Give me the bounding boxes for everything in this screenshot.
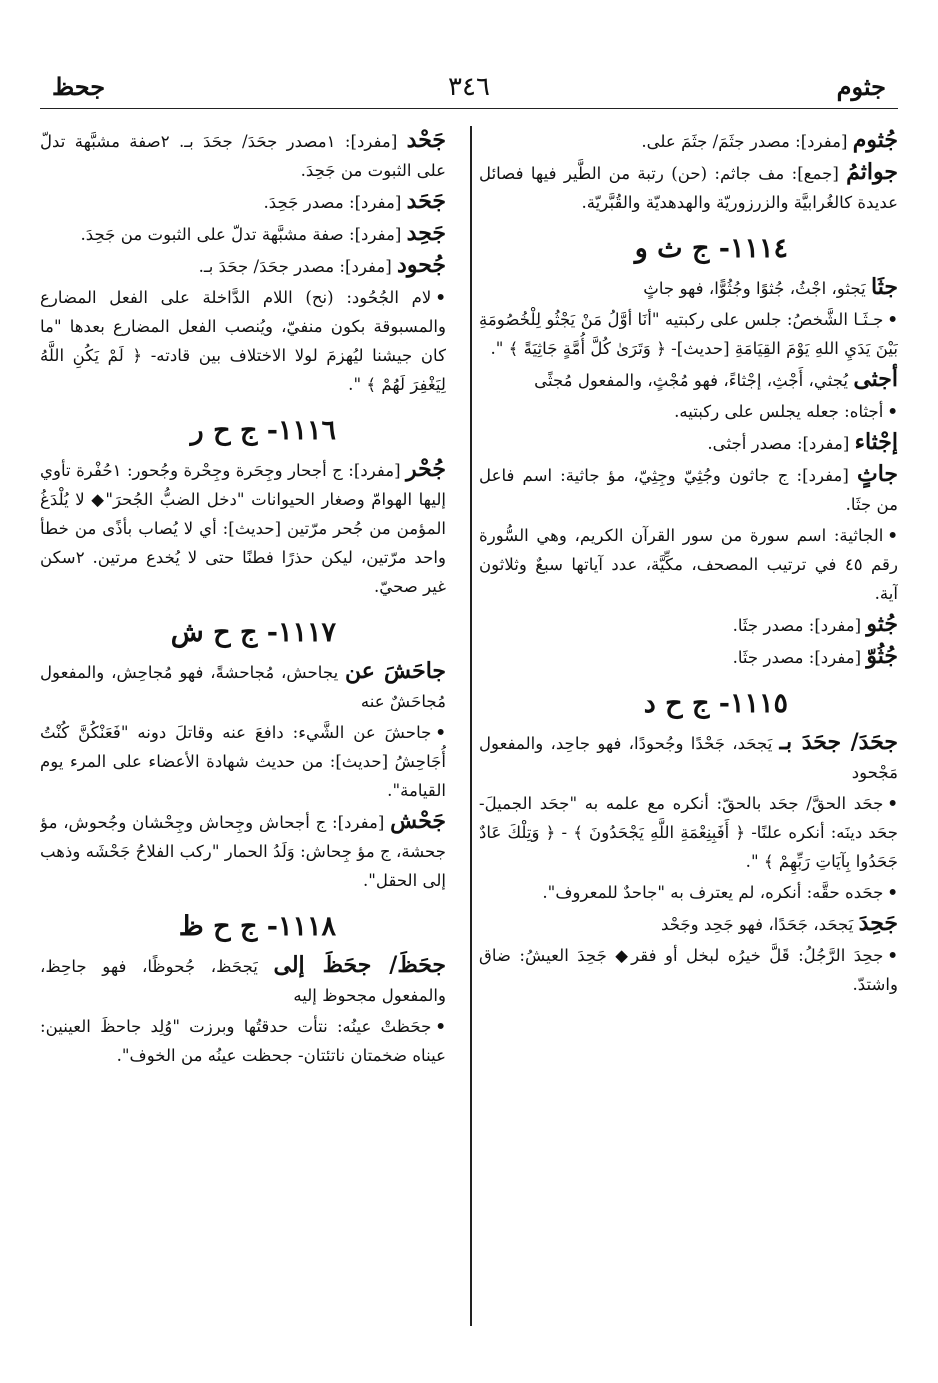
bullet-icon: •	[435, 1016, 446, 1036]
bullet-icon: •	[887, 945, 898, 965]
entry-definition: [مفرد]: مصدر أجثى.	[707, 434, 855, 453]
sense-text: جحِدَ الرَّجُلُ: قَلَّ خيرُه لبخل أو فقر◆ جَحِدَ العيشُ: ضاق واشتدّ.	[479, 946, 898, 994]
dictionary-entry	[40, 657, 446, 716]
dictionary-entry	[479, 909, 898, 939]
sense-text: جاحشَ عن الشَّيء: دافعَ عنه وقاتلَ دونه "فَعَنْكُنَّ كُنْتُ أُجَاحِشُ [حديث]: من حديث شهادة الأعضاء على المرء يوم القيامة".	[40, 723, 446, 800]
sense-bullet	[479, 305, 898, 363]
dictionary-entry	[40, 219, 446, 249]
entry-definition: يَجحَد، جَحَدًا، فهو جَحِد وجَحْد	[660, 915, 859, 934]
dictionary-entry	[479, 273, 898, 303]
entry-definition: يُجثي، أَجْثِ، إجْثاءً، فهو مُجْثٍ، والمفعول مُجثًى	[534, 371, 854, 390]
sense-bullet	[479, 878, 898, 907]
page-number: ٣٤٦	[448, 72, 490, 102]
dictionary-entry	[479, 642, 898, 672]
headword: جَحِد	[406, 220, 446, 246]
page-header	[40, 68, 898, 109]
entry-definition: [مفرد]: ج أجحار وجِحَرة وجِحْرة وجُحور: ١حُفْرة تأوي إليها الهوامّ وصغار الحيوانات "دخل الضبُّ الجُحرَ"◆ لا يُلْدَغُ المؤمن من جُحر مرّتين [حديث]: أي لا يُصاب بأذًى من خطأ واحد مرّتين، ليكن حذرًا فطنًا حتى لا يُخدع مرتين. ٢سكن غير صحيّ.	[40, 461, 446, 596]
bullet-icon: •	[887, 793, 898, 813]
dictionary-entry	[479, 158, 898, 217]
sense-text: لام الجُحُود: (نح) اللام الدَّاخلة على الفعل المضارع والمسبوقة بكون منفيّ، ويُنصب الفعل المضارع بعدها "ما كان جيشنا ليُهزمَ لولا الاختلاف بين قادته- ﴿ لَمْ يَكُنِ اللَّهُ لِيَغْفِرَ لَهُمْ ﴾ ".	[40, 288, 446, 394]
headword: جواثمُ	[846, 159, 898, 185]
dictionary-entry	[479, 610, 898, 640]
entry-definition: [مفرد]: مصدر جثَا.	[732, 616, 867, 635]
sense-text: جحَده حقَّه: أنكره، لم يعترف به "جاحدٌ للمعروف".	[542, 883, 884, 902]
root-heading: ١١١٤- ج ث و	[634, 233, 788, 264]
sense-bullet	[479, 521, 898, 608]
sense-text: جحَد الحقَّ/ جحَد بالحقّ: أنكره مع علمه به "جحَد الجميلَ- جحَد دينَه: أنكره علنًا- ﴿ أَفَبِنِعْمَةِ اللَّهِ يَجْحَدُونَ ﴾ - ﴿ وَتِلْكَ عَادٌ جَحَدُوا بِآيَاتِ رَبِّهِمْ ﴾ ".	[479, 794, 898, 871]
running-head-left: جحظ	[52, 72, 106, 101]
sense-bullet	[40, 718, 446, 805]
dictionary-entry	[40, 807, 446, 895]
dictionary-entry	[40, 455, 446, 601]
sense-bullet	[479, 789, 898, 876]
entry-definition: [مفرد]: مصدر جحَدَ/ جحَدَ بـ.	[198, 257, 398, 276]
entry-definition: يَجحَظ، جُحوظًا، فهو جاحِظ، والمفعول مجحوظ إليه	[40, 957, 446, 1005]
sense-bullet	[40, 1012, 446, 1070]
headword: جَحَد	[406, 188, 446, 214]
headword: جُثُوّ	[866, 643, 898, 669]
entry-definition: [جمع]: مف جاثم: (حن) رتبة من الطَّير فيها فصائل عديدة كالغُرابيَّة والزرزوريّة والهدهديّة والقُبَّريّة.	[479, 164, 898, 212]
sense-text: الجاثية: اسم سورة من سور القرآن الكريم، وهي السُّورة رقم ٤٥ في ترتيب المصحف، مكِّيَّة، عدد آياتها سبعٌ وثلاثون آية.	[479, 526, 898, 603]
entry-definition: [مفرد]: مصدر جَحِدَ.	[263, 193, 407, 212]
headword: جحَظَ/ جحَظَ إلى	[273, 952, 446, 978]
sense-text: أجثاه: جعله يجلس على ركبتيه.	[674, 402, 884, 421]
left-column	[40, 126, 452, 1326]
dictionary-entry	[479, 365, 898, 395]
entry-definition: [مفرد]: مصدر جثَا.	[732, 648, 867, 667]
headword: جُثو	[866, 611, 898, 637]
sense-bullet	[479, 941, 898, 999]
headword: جحَدَ/ جحَدَ بـ	[779, 729, 898, 755]
bullet-icon: •	[887, 525, 898, 545]
dictionary-entry	[40, 251, 446, 281]
headword: جُحْر	[406, 456, 446, 482]
sense-text: جحَظتْ عينُه: نتأت حدقتُها وبرزت "وُلِد جاحظَ العينين: عيناه ضخمتان ناتئتان- جحظت عينُه من الخوف".	[40, 1017, 446, 1065]
root-heading: ١١١٧- ج ح ش	[170, 617, 336, 648]
entry-definition: [مفرد]: ج جاثون وجُثِيّ وجِثِيّ، مؤ جاثية: اسم فاعل من جثَا.	[479, 466, 898, 514]
sense-bullet	[40, 283, 446, 399]
dictionary-entry	[40, 187, 446, 217]
headword: جاحَشَ عن	[345, 658, 447, 684]
entry-definition: يَجثو، اجْثُ، جُثوًا وجُثُوًّا، فهو جاثٍ	[643, 279, 872, 298]
bullet-icon: •	[887, 882, 898, 902]
root-heading: ١١١٥- ج ح د	[643, 688, 788, 719]
entry-definition: يَجحَد، جَحْدًا وجُحودًا، فهو جاحِد، والمفعول مَجْحود	[479, 734, 898, 782]
right-column	[473, 126, 898, 1326]
dictionary-entry	[479, 126, 898, 156]
entry-definition: يجاحش، مُجاحشةً، فهو مُجاحِش، والمفعول مُجاحَشٌ عنه	[40, 663, 446, 711]
dictionary-entry	[479, 428, 898, 458]
bullet-icon: •	[887, 401, 898, 421]
dictionary-entry	[40, 951, 446, 1010]
entry-definition: [مفرد]: ج أجحاش وجِحاش وجِحْشان وجُحوش، مؤ جحشة، ج مؤ جِحاش: وَلَدُ الحمار "ركب الفلاحُ جَحْشَه وذهب إلى الحقل".	[40, 813, 446, 890]
bullet-icon: •	[435, 287, 446, 307]
running-head-right: جثوم	[836, 72, 886, 101]
sense-text: جـثَـا الشَّخصُ: جلس على ركبتيه "أنَا أوَّلُ مَنْ يَجْثُو لِلْخُصُومَةِ بَيْنَ يَدَيِ اللهِ يَوْمَ القِيَامَةِ [حديث]- ﴿ وَتَرَىٰ كُلَّ أُمَّةٍ جَاثِيَةً ﴾ ".	[479, 310, 898, 358]
headword: جَحْش	[390, 808, 446, 834]
dictionary-entry	[479, 460, 898, 519]
headword: إجْثاء	[854, 429, 898, 455]
headword: جُحود	[397, 252, 446, 278]
headword: جَحِدَ	[858, 910, 898, 936]
root-heading: ١١١٦- ج ح ر	[190, 415, 336, 446]
root-heading: ١١١٨- ج ح ظ	[178, 911, 336, 942]
column-divider	[470, 126, 472, 1326]
headword: جاثٍ	[856, 461, 898, 487]
sense-bullet	[479, 397, 898, 426]
entry-definition: [مفرد]: ١مصدر جحَدَ/ جحَدَ بـ. ٢صفة مشبَّهة تدلّ على الثبوت من جَحِدَ.	[40, 132, 446, 180]
headword: جثَا	[871, 274, 898, 300]
dictionary-entry	[479, 728, 898, 787]
bullet-icon: •	[435, 722, 446, 742]
bullet-icon: •	[887, 309, 898, 329]
headword: جَحْد	[406, 127, 446, 153]
entry-definition: [مفرد]: صفة مشبَّهة تدلّ على الثبوت من جَحِدَ.	[80, 225, 407, 244]
headword: أجثى	[853, 366, 898, 392]
entry-definition: [مفرد]: مصدر جثَمَ/ جثَمَ على.	[641, 132, 853, 151]
dictionary-entry	[40, 126, 446, 185]
headword: جُثوم	[852, 127, 898, 153]
